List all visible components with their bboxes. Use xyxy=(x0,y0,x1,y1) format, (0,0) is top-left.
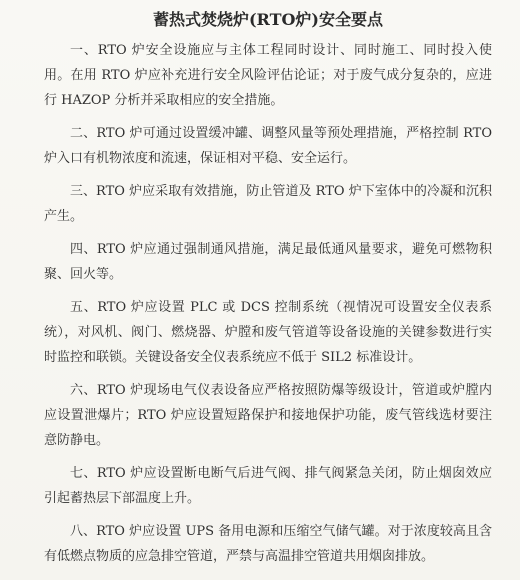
paragraph-6: 六、RTO 炉现场电气仪表设备应严格按照防爆等级设计，管道或炉膛内应设置泄爆片；RTO 炉应设置短路保护和接地保护功能，废气管线选材要注意防静电。 xyxy=(44,383,492,448)
paragraph-5: 五、RTO 炉应设置 PLC 或 DCS 控制系统（视情况可设置安全仪表系统），对风机、阀门、燃烧器、炉膛和废气管道等设备设施的关键参数进行实时监控和联锁。关键设备安全仪表系统应不低于 SIL2 标准设计。 xyxy=(44,300,492,365)
paragraph-8: 八、RTO 炉应设置 UPS 备用电源和压缩空气储气罐。对于浓度较高且含有低燃点物质的应急排空管道，严禁与高温排空管道共用烟囱排放。 xyxy=(44,524,492,564)
document-title: 蓄热式焚烧炉(RTO炉)安全要点 xyxy=(152,10,383,29)
paragraph-4: 四、RTO 炉应通过强制通风措施，满足最低通风量要求，避免可燃物积聚、回火等。 xyxy=(44,242,492,282)
paragraph-1: 一、RTO 炉安全设施应与主体工程同时设计、同时施工、同时投入使用。在用 RTO 炉应补充进行安全风险评估论证；对于废气成分复杂的，应进行 HAZOP 分析并采取相应的安全措施。 xyxy=(44,43,492,108)
document-body xyxy=(44,38,492,569)
paragraph-3: 三、RTO 炉应采取有效措施，防止管道及 RTO 炉下室体中的冷凝和沉积产生。 xyxy=(44,184,492,224)
paragraph-7: 七、RTO 炉应设置断电断气后进气阀、排气阀紧急关闭，防止烟囱效应引起蓄热层下部温度上升。 xyxy=(44,466,492,506)
document-content xyxy=(44,8,492,577)
paragraph-2: 二、RTO 炉可通过设置缓冲罐、调整风量等预处理措施，严格控制 RTO 炉入口有机物浓度和流速，保证相对平稳、安全运行。 xyxy=(44,126,492,166)
